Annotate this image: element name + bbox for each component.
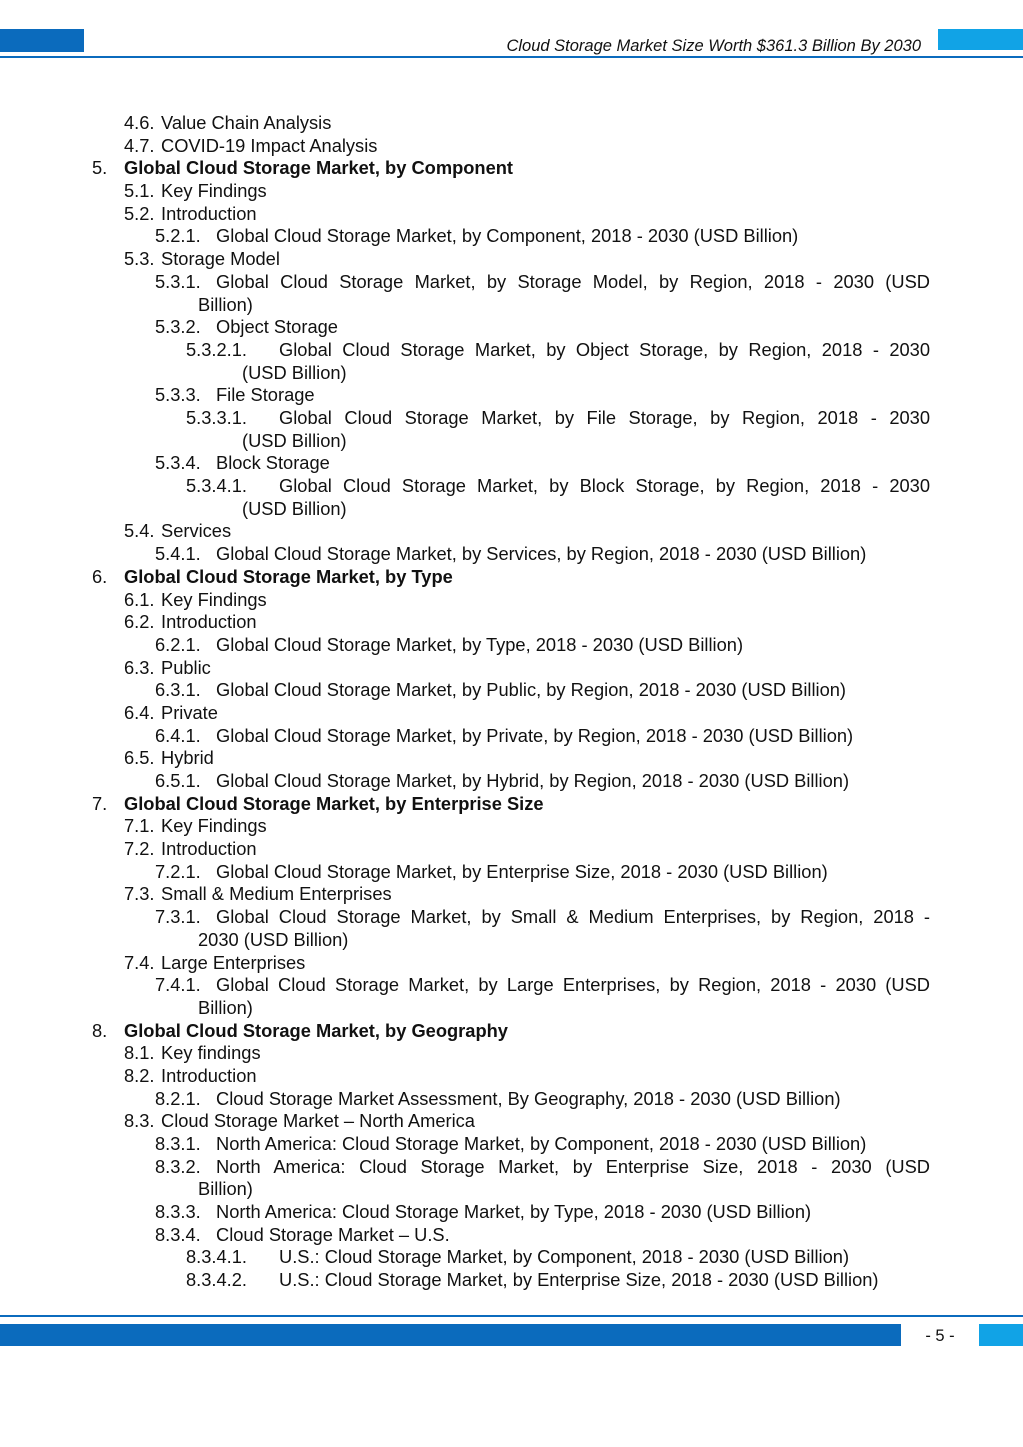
toc-entry-title: Small & Medium Enterprises [161, 883, 392, 905]
toc-entry [0, 1201, 1023, 1224]
toc-entry-title: Global Cloud Storage Market, by Geography [124, 1019, 508, 1041]
toc-entry-number: 7.2.1. [155, 860, 201, 882]
footer-accent-bar-right [979, 1324, 1023, 1346]
toc-entry [0, 1065, 1023, 1088]
toc-entry [0, 1224, 1023, 1247]
toc-entry-number: 6.4. [124, 701, 155, 723]
toc-entry [0, 543, 1023, 566]
toc-entry [0, 793, 1023, 816]
toc-entry [0, 1156, 1023, 1201]
toc-entry-number: 7. [92, 792, 108, 814]
toc-entry-number: 8.2.1. [155, 1087, 201, 1109]
toc-entry-title: North America: Cloud Storage Market, by Component, 2018 - 2030 (USD Billion) [216, 1133, 867, 1155]
toc-entry-title: Object Storage [216, 316, 338, 338]
table-of-contents [0, 112, 1023, 1292]
toc-entry-title: Large Enterprises [161, 951, 306, 973]
toc-entry [0, 702, 1023, 725]
toc-entry-title: Private [161, 701, 218, 723]
toc-entry [0, 566, 1023, 589]
toc-entry-number: 8.1. [124, 1042, 155, 1064]
toc-entry-number: 8.3.4. [155, 1223, 201, 1245]
toc-entry-title: Global Cloud Storage Market, by Block Storage, by Region, 2018 - 2030 [279, 475, 930, 497]
toc-entry-number: 6. [92, 565, 108, 587]
toc-entry [0, 135, 1023, 158]
toc-entry-title: COVID-19 Impact Analysis [161, 134, 378, 156]
toc-entry-title: North America: Cloud Storage Market, by Type, 2018 - 2030 (USD Billion) [216, 1201, 812, 1223]
toc-entry [0, 838, 1023, 861]
toc-entry-title: Cloud Storage Market – North America [161, 1110, 475, 1132]
toc-entry-title: Global Cloud Storage Market, by Component, 2018 - 2030 (USD Billion) [216, 225, 799, 247]
toc-entry-title: Global Cloud Storage Market, by Large Enterprises, by Region, 2018 - 2030 (USD [216, 974, 930, 996]
toc-entry [0, 1246, 1023, 1269]
toc-entry [0, 634, 1023, 657]
toc-entry-number: 5.3.3. [155, 384, 201, 406]
toc-entry [0, 475, 1023, 520]
toc-entry-number: 4.6. [124, 112, 155, 133]
header-accent-block-right [938, 29, 1023, 50]
toc-entry-title: Global Cloud Storage Market, by File Storage, by Region, 2018 - 2030 [279, 406, 930, 428]
toc-entry-number: 8.3.4.2. [186, 1269, 247, 1291]
toc-entry-title: Introduction [161, 202, 257, 224]
toc-entry [0, 407, 1023, 452]
toc-entry-number: 7.3. [124, 883, 155, 905]
toc-entry-title: Storage Model [161, 248, 280, 270]
toc-entry-number: 8. [92, 1019, 108, 1041]
toc-entry-number: 5.3.2. [155, 316, 201, 338]
toc-entry-number: 5.4. [124, 520, 155, 542]
toc-entry-number: 5.2.1. [155, 225, 201, 247]
toc-entry-title: Global Cloud Storage Market, by Component [124, 157, 514, 179]
toc-entry-title-continuation: Billion) [198, 1178, 253, 1200]
toc-entry-number: 5.3.2.1. [186, 338, 247, 360]
toc-entry-number: 5.3.3.1. [186, 406, 247, 428]
toc-entry-number: 6.2.1. [155, 633, 201, 655]
toc-entry [0, 1088, 1023, 1111]
toc-entry [0, 157, 1023, 180]
toc-entry-title: Introduction [161, 611, 257, 633]
toc-entry-number: 5.3.4.1. [186, 475, 247, 497]
toc-entry [0, 679, 1023, 702]
toc-entry-title: Global Cloud Storage Market, by Small & Medium Enterprises, by Region, 2018 - [216, 906, 930, 928]
toc-entry-title-continuation: (USD Billion) [242, 361, 347, 383]
toc-entry [0, 952, 1023, 975]
toc-entry [0, 452, 1023, 475]
toc-entry [0, 861, 1023, 884]
toc-entry [0, 1110, 1023, 1133]
toc-entry-title: Key Findings [161, 180, 267, 202]
toc-entry-title: Key Findings [161, 815, 267, 837]
toc-entry-title: Global Cloud Storage Market, by Object Storage, by Region, 2018 - 2030 [279, 338, 930, 360]
toc-entry [0, 225, 1023, 248]
toc-entry [0, 1269, 1023, 1292]
toc-entry-title: Block Storage [216, 452, 330, 474]
toc-entry [0, 1133, 1023, 1156]
toc-entry-title: Hybrid [161, 747, 214, 769]
toc-entry-number: 5.4.1. [155, 543, 201, 565]
toc-entry-title: Global Cloud Storage Market, by Hybrid, by Region, 2018 - 2030 (USD Billion) [216, 770, 850, 791]
header-divider [0, 56, 1023, 58]
toc-entry-title: Global Cloud Storage Market, by Enterprise Size [124, 792, 544, 814]
toc-entry-title: Services [161, 520, 232, 542]
toc-entry [0, 815, 1023, 838]
page-number: - 5 - [925, 1327, 955, 1345]
toc-entry [0, 906, 1023, 951]
toc-entry-number: 7.1. [124, 815, 155, 837]
toc-entry-number: 8.3.4.1. [186, 1246, 247, 1268]
toc-entry-title: Key Findings [161, 588, 267, 610]
toc-entry [0, 203, 1023, 226]
toc-entry [0, 112, 1023, 135]
toc-entry-title-continuation: Billion) [198, 996, 253, 1018]
toc-entry [0, 1042, 1023, 1065]
toc-entry-title: Global Cloud Storage Market, by Enterprise Size, 2018 - 2030 (USD Billion) [216, 860, 828, 882]
toc-entry-number: 7.4. [124, 951, 155, 973]
toc-entry-number: 6.4.1. [155, 724, 201, 746]
toc-entry [0, 589, 1023, 612]
header-title: Cloud Storage Market Size Worth $361.3 Billion By 2030 [506, 37, 921, 55]
toc-entry [0, 725, 1023, 748]
toc-entry [0, 180, 1023, 203]
toc-entry-number: 7.2. [124, 838, 155, 860]
toc-entry-number: 8.3.1. [155, 1133, 201, 1155]
toc-entry-title: Global Cloud Storage Market, by Type [124, 565, 453, 587]
toc-entry-title: Global Cloud Storage Market, by Storage Model, by Region, 2018 - 2030 (USD [216, 270, 930, 292]
toc-entry-title: Key findings [161, 1042, 261, 1064]
toc-entry-title-continuation: (USD Billion) [242, 429, 347, 451]
toc-entry [0, 248, 1023, 271]
toc-entry-title: Global Cloud Storage Market, by Public, by Region, 2018 - 2030 (USD Billion) [216, 679, 847, 701]
toc-entry-number: 5.3. [124, 248, 155, 270]
toc-entry-title-continuation: 2030 (USD Billion) [198, 928, 349, 950]
footer-divider [0, 1315, 1023, 1317]
toc-entry-number: 5.3.1. [155, 270, 201, 292]
toc-entry-number: 8.3.3. [155, 1201, 201, 1223]
toc-entry-title: Global Cloud Storage Market, by Private, by Region, 2018 - 2030 (USD Billion) [216, 724, 854, 746]
toc-entry-title: Introduction [161, 1064, 257, 1086]
toc-entry [0, 611, 1023, 634]
toc-entry [0, 974, 1023, 1019]
toc-entry-number: 6.3. [124, 656, 155, 678]
toc-entry [0, 883, 1023, 906]
toc-entry [0, 384, 1023, 407]
footer-accent-bar-left [0, 1324, 901, 1346]
header-accent-block-left [0, 29, 84, 52]
toc-entry-title: Cloud Storage Market Assessment, By Geography, 2018 - 2030 (USD Billion) [216, 1087, 841, 1109]
toc-entry [0, 770, 1023, 793]
toc-entry-title-continuation: Billion) [198, 293, 253, 315]
toc-entry-number: 5.1. [124, 180, 155, 202]
toc-entry-number: 8.2. [124, 1064, 155, 1086]
toc-entry [0, 657, 1023, 680]
toc-entry-number: 7.4.1. [155, 974, 201, 996]
toc-entry-title: Cloud Storage Market – U.S. [216, 1223, 450, 1245]
toc-entry-title: Global Cloud Storage Market, by Type, 2018 - 2030 (USD Billion) [216, 633, 744, 655]
toc-entry-title: Introduction [161, 838, 257, 860]
toc-entry-title: U.S.: Cloud Storage Market, by Component, 2018 - 2030 (USD Billion) [279, 1246, 850, 1268]
toc-entry [0, 271, 1023, 316]
toc-entry-title: Global Cloud Storage Market, by Services, by Region, 2018 - 2030 (USD Billion) [216, 543, 867, 565]
toc-entry-number: 6.5.1. [155, 770, 201, 791]
toc-entry-number: 5. [92, 157, 108, 179]
toc-entry [0, 316, 1023, 339]
toc-entry-number: 8.3.2. [155, 1155, 201, 1177]
toc-entry-number: 5.3.4. [155, 452, 201, 474]
toc-entry-number: 5.2. [124, 202, 155, 224]
toc-entry [0, 520, 1023, 543]
toc-entry-title: U.S.: Cloud Storage Market, by Enterprise Size, 2018 - 2030 (USD Billion) [279, 1269, 879, 1291]
toc-entry [0, 339, 1023, 384]
toc-entry-number: 6.2. [124, 611, 155, 633]
toc-entry-title: File Storage [216, 384, 315, 406]
toc-entry-title: Public [161, 656, 211, 678]
toc-entry-number: 7.3.1. [155, 906, 201, 928]
toc-entry-title: Value Chain Analysis [161, 112, 332, 133]
toc-entry-number: 8.3. [124, 1110, 155, 1132]
toc-entry [0, 747, 1023, 770]
toc-entry-number: 4.7. [124, 134, 155, 156]
toc-entry-title: North America: Cloud Storage Market, by Enterprise Size, 2018 - 2030 (USD [216, 1155, 930, 1177]
toc-entry [0, 1020, 1023, 1043]
toc-entry-number: 6.1. [124, 588, 155, 610]
toc-entry-title-continuation: (USD Billion) [242, 497, 347, 519]
toc-entry-number: 6.5. [124, 747, 155, 769]
toc-entry-number: 6.3.1. [155, 679, 201, 701]
